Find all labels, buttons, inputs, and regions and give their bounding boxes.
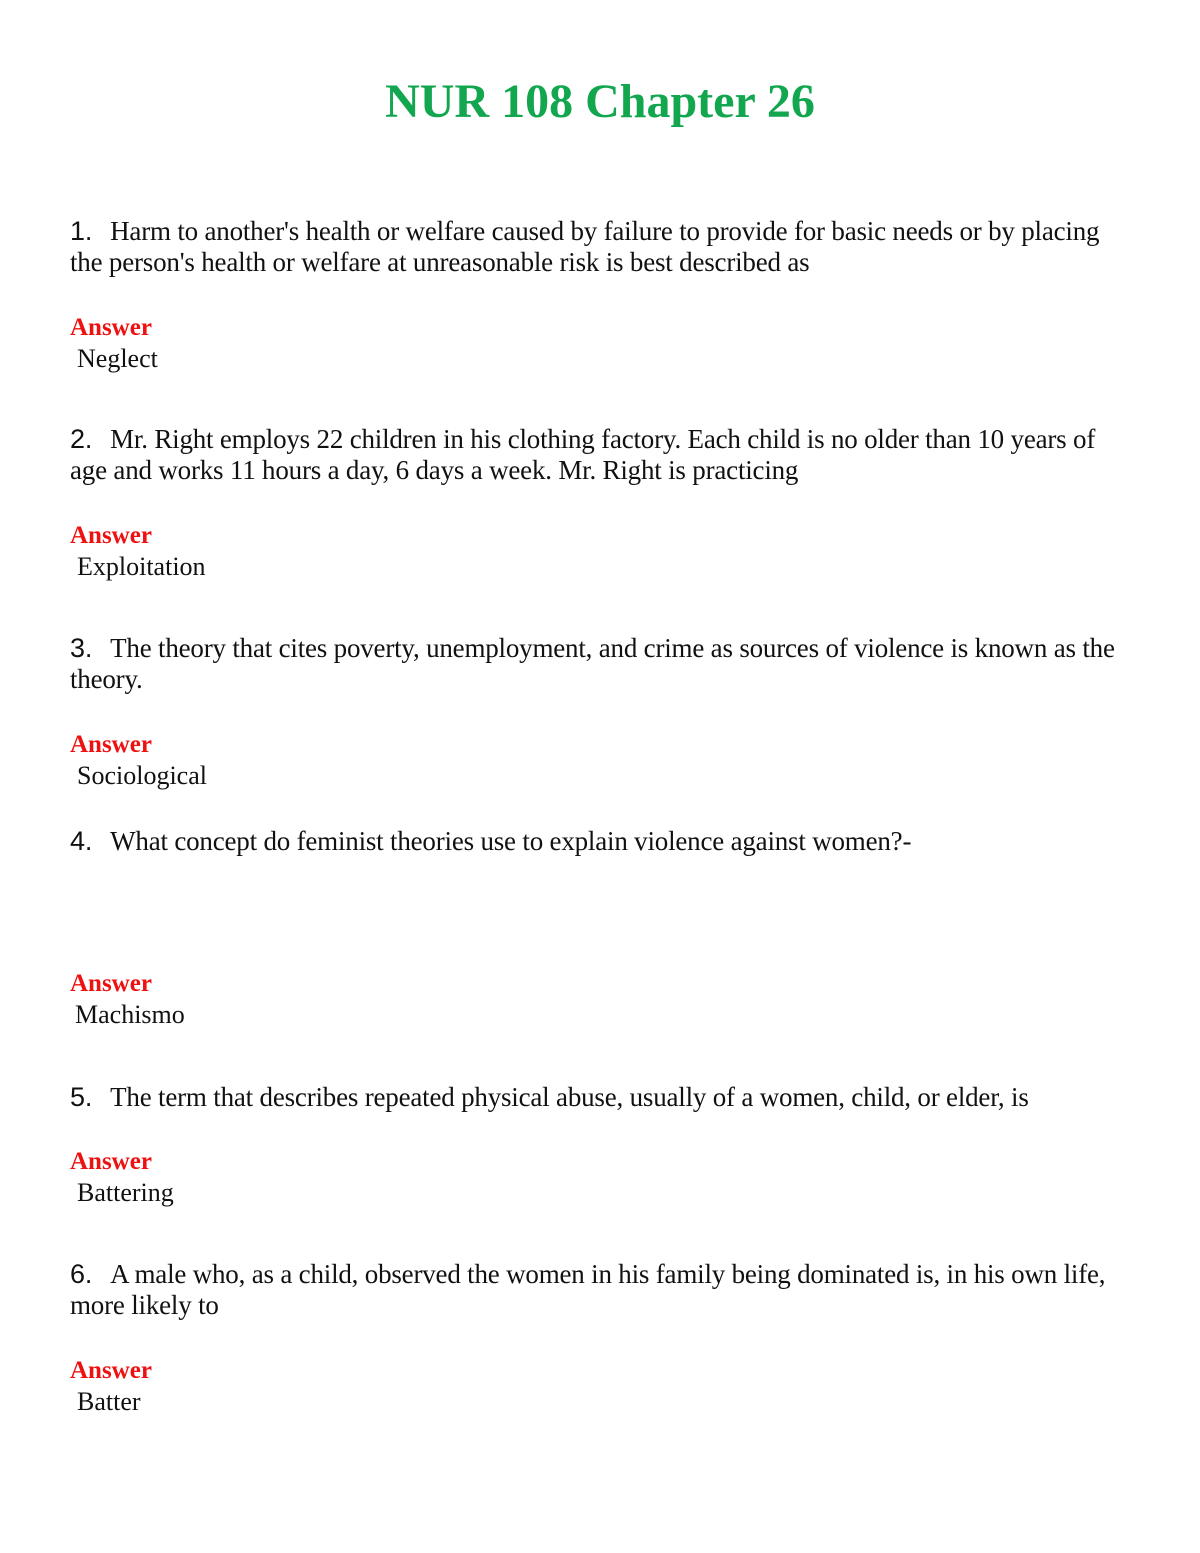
answer-label-3: Answer xyxy=(70,731,152,758)
answer-text-1: Neglect xyxy=(77,344,158,373)
question-block-2 xyxy=(70,424,1130,582)
question-5 xyxy=(70,1082,1130,1113)
answer-text-5: Battering xyxy=(77,1178,174,1207)
answer-label-4: Answer xyxy=(70,970,152,997)
answer-label-1: Answer xyxy=(70,314,152,341)
question-number-4: 4. xyxy=(70,826,93,856)
answer-text-6: Batter xyxy=(77,1387,141,1416)
question-block-1 xyxy=(70,216,1130,374)
answer-text-2: Exploitation xyxy=(77,552,206,581)
question-block-3 xyxy=(70,633,1130,791)
answer-text-3: Sociological xyxy=(77,761,207,790)
page-title: NUR 108 Chapter 26 xyxy=(385,75,815,128)
question-6 xyxy=(70,1259,1130,1321)
question-text-6: A male who, as a child, observed the women in his family being dominated is, in his own life, more likely to xyxy=(70,1259,1106,1320)
question-2 xyxy=(70,424,1130,486)
answer-label-6: Answer xyxy=(70,1357,152,1384)
question-1 xyxy=(70,216,1130,278)
question-text-4: What concept do feminist theories use to explain violence against women?- xyxy=(110,826,912,856)
question-block-6 xyxy=(70,1259,1130,1417)
question-number-5: 5. xyxy=(70,1082,93,1112)
question-4 xyxy=(70,826,1130,857)
question-block-4 xyxy=(70,826,1130,1030)
question-text-3: The theory that cites poverty, unemployment, and crime as sources of violence is known as the theory. xyxy=(70,633,1115,694)
answer-text-4: Machismo xyxy=(75,1000,185,1029)
question-number-6: 6. xyxy=(70,1259,93,1289)
question-text-1: Harm to another's health or welfare caused by failure to provide for basic needs or by placing the person's health or welfare at unreasonable risk is best described as xyxy=(70,216,1100,277)
question-number-3: 3. xyxy=(70,633,93,663)
answer-label-2: Answer xyxy=(70,522,152,549)
answer-label-5: Answer xyxy=(70,1148,152,1175)
question-number-2: 2. xyxy=(70,424,93,454)
question-block-5 xyxy=(70,1082,1130,1208)
question-text-2: Mr. Right employs 22 children in his clothing factory. Each child is no older than 10 years of age and works 11 hours a day, 6 days a week. Mr. Right is practicing xyxy=(70,424,1096,485)
question-text-5: The term that describes repeated physical abuse, usually of a women, child, or elder, is xyxy=(110,1082,1029,1112)
question-3 xyxy=(70,633,1130,695)
question-number-1: 1. xyxy=(70,216,93,246)
